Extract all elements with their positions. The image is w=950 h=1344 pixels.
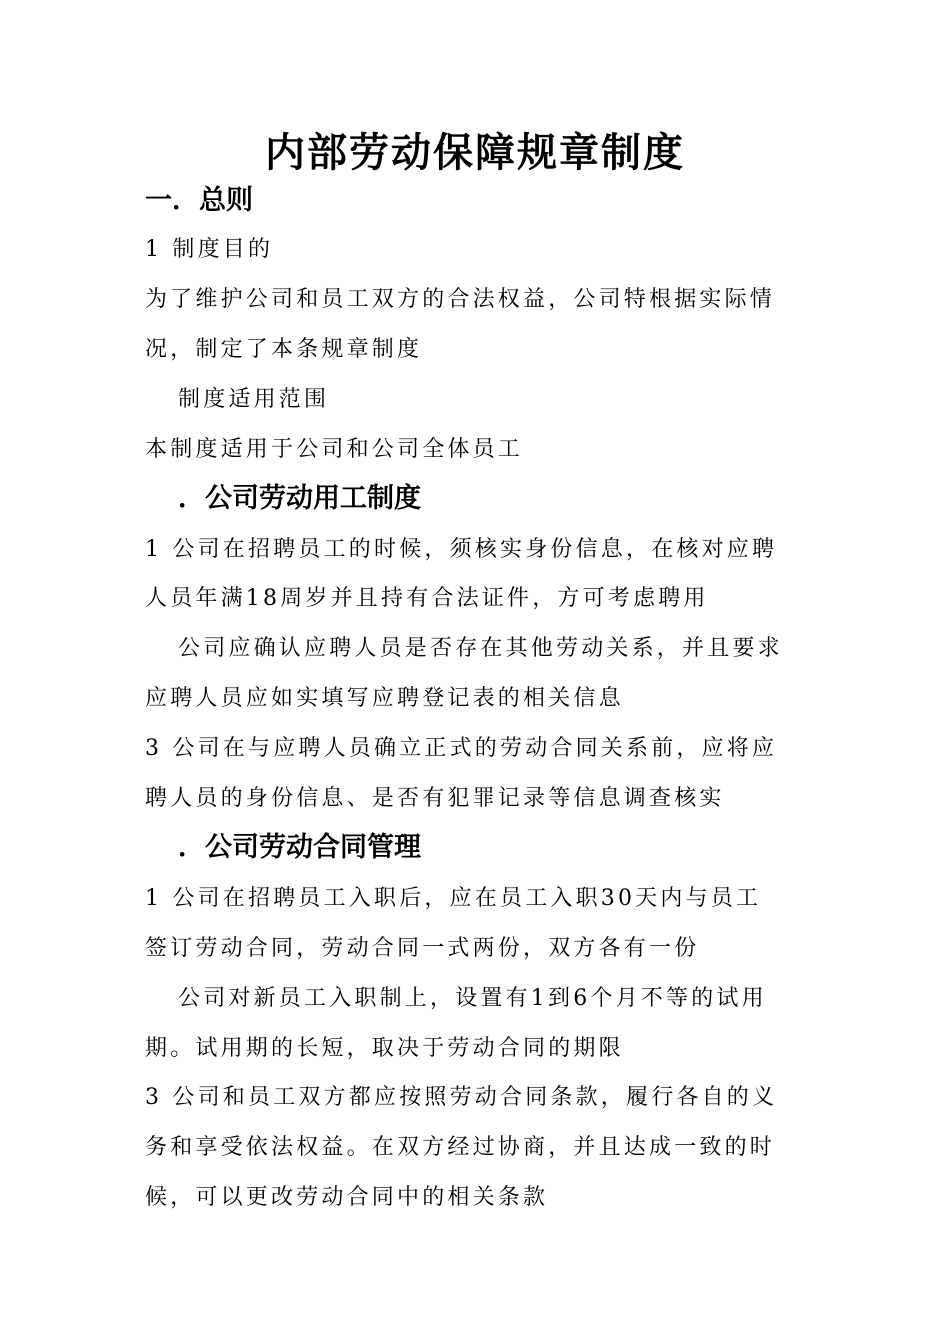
paragraph-line: 制度适用范围 <box>178 387 330 412</box>
paragraph-line: 公司对新员工入职制上，设置有1到6个月不等的试用 <box>178 986 767 1011</box>
section-heading-contract: ．公司劳动合同管理 <box>178 832 421 863</box>
paragraph-line: 务和享受依法权益。在双方经过协商，并且达成一致的时 <box>145 1135 776 1160</box>
document-title: 内部劳动保障规章制度 <box>265 129 685 176</box>
section-heading-employment: ．公司劳动用工制度 <box>178 483 421 514</box>
paragraph-line: 签订劳动合同，劳动合同一式两份，双方各有一份 <box>145 936 700 961</box>
paragraph-line: 人员年满18周岁并且持有合法证件，方可考虑聘用 <box>145 586 709 611</box>
paragraph-line: 期。试用期的长短，取决于劳动合同的期限 <box>145 1036 624 1061</box>
paragraph-line: 为了维护公司和员工双方的合法权益，公司特根据实际情 <box>145 287 776 312</box>
paragraph-line: 候，可以更改劳动合同中的相关条款 <box>145 1185 549 1210</box>
section-heading-general: 一．总则 <box>145 185 253 216</box>
paragraph-line: 1 公司在招聘员工的时候，须核实身份信息，在核对应聘 <box>145 537 778 562</box>
paragraph-line: 况，制定了本条规章制度 <box>145 337 423 362</box>
paragraph-line: 聘人员的身份信息、是否有犯罪记录等信息调查核实 <box>145 786 725 811</box>
paragraph-line: 本制度适用于公司和公司全体员工 <box>145 437 524 462</box>
paragraph-line: 1 制度目的 <box>145 237 274 262</box>
paragraph-line: 3 公司和员工双方都应按照劳动合同条款，履行各自的义 <box>145 1085 778 1110</box>
paragraph-line: 公司应确认应聘人员是否存在其他劳动关系，并且要求 <box>178 636 783 661</box>
paragraph-line: 应聘人员应如实填写应聘登记表的相关信息 <box>145 686 624 711</box>
paragraph-line: 1 公司在招聘员工入职后，应在员工入职30天内与员工 <box>145 886 762 911</box>
paragraph-line: 3 公司在与应聘人员确立正式的劳动合同关系前，应将应 <box>145 736 778 761</box>
